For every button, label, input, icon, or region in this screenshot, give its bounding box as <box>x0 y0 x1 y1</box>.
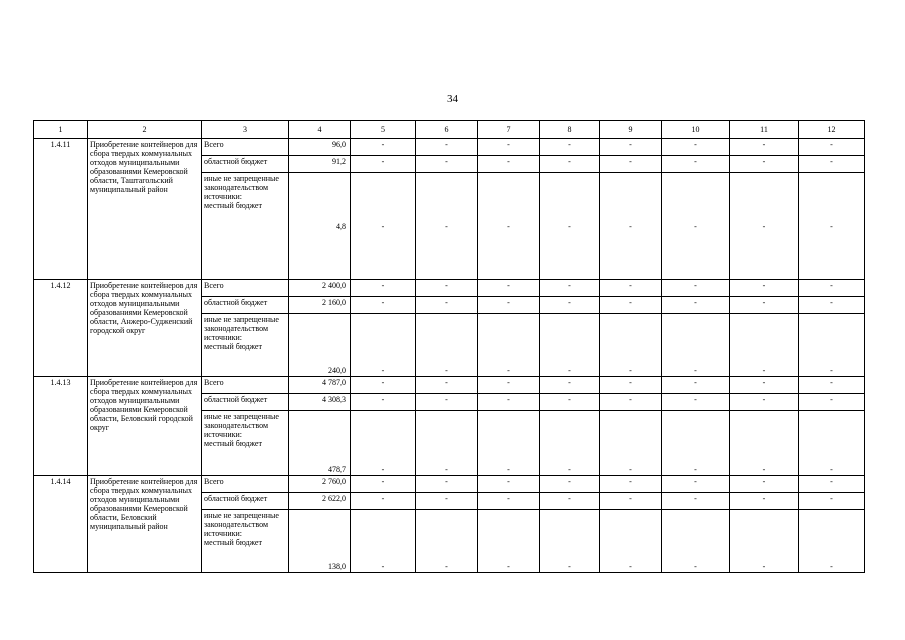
empty-value-cell: - <box>351 314 416 377</box>
empty-value-cell: - <box>600 156 662 173</box>
empty-value-cell: - <box>416 394 478 411</box>
empty-value-cell: - <box>730 297 799 314</box>
item-description: Приобретение контейнеров для сбора твердых коммунальных отходов муниципальными образованиями Кемеровской области, Беловский муниципальный район <box>88 476 202 573</box>
empty-value-cell: - <box>478 411 540 476</box>
other-sources-label: иные не запрещенные законодательством источники: <box>204 174 279 201</box>
empty-value-cell: - <box>662 156 730 173</box>
column-header: 6 <box>416 121 478 139</box>
other-sources-label: иные не запрещенные законодательством источники: <box>204 315 279 342</box>
empty-value-cell: - <box>730 493 799 510</box>
table-row <box>34 280 865 297</box>
source-label-regional: областной бюджет <box>202 394 289 411</box>
empty-value-cell: - <box>799 280 865 297</box>
empty-value-cell: - <box>662 510 730 573</box>
empty-value-cell: - <box>540 510 600 573</box>
value-total: 2 400,0 <box>289 280 351 297</box>
empty-value-cell: - <box>799 476 865 493</box>
table-row <box>34 377 865 394</box>
empty-value-cell: - <box>600 173 662 280</box>
empty-value-cell: - <box>799 139 865 156</box>
empty-value-cell: - <box>600 280 662 297</box>
value-local: 478,7 <box>289 411 351 476</box>
empty-value-cell: - <box>799 394 865 411</box>
table-row <box>34 139 865 156</box>
column-header: 12 <box>799 121 865 139</box>
empty-value-cell: - <box>540 173 600 280</box>
empty-value-cell: - <box>799 297 865 314</box>
empty-value-cell: - <box>351 173 416 280</box>
budget-table <box>33 120 865 573</box>
empty-value-cell: - <box>351 476 416 493</box>
empty-value-cell: - <box>540 280 600 297</box>
column-header: 11 <box>730 121 799 139</box>
source-label-total: Всего <box>202 280 289 297</box>
empty-value-cell: - <box>540 394 600 411</box>
column-header: 4 <box>289 121 351 139</box>
source-label-total: Всего <box>202 139 289 156</box>
column-header: 7 <box>478 121 540 139</box>
empty-value-cell: - <box>799 173 865 280</box>
empty-value-cell: - <box>600 476 662 493</box>
item-number: 1.4.11 <box>34 139 88 280</box>
empty-value-cell: - <box>600 394 662 411</box>
value-total: 4 787,0 <box>289 377 351 394</box>
empty-value-cell: - <box>730 394 799 411</box>
source-label-other <box>202 411 289 476</box>
empty-value-cell: - <box>662 411 730 476</box>
value-local: 4,8 <box>289 173 351 280</box>
empty-value-cell: - <box>540 493 600 510</box>
value-regional: 2 622,0 <box>289 493 351 510</box>
item-number: 1.4.13 <box>34 377 88 476</box>
empty-value-cell: - <box>351 297 416 314</box>
empty-value-cell: - <box>799 510 865 573</box>
value-regional: 91,2 <box>289 156 351 173</box>
empty-value-cell: - <box>416 411 478 476</box>
empty-value-cell: - <box>662 394 730 411</box>
empty-value-cell: - <box>600 510 662 573</box>
source-label-regional: областной бюджет <box>202 297 289 314</box>
page-number: 34 <box>447 93 458 105</box>
empty-value-cell: - <box>540 377 600 394</box>
empty-value-cell: - <box>351 139 416 156</box>
item-number: 1.4.12 <box>34 280 88 377</box>
empty-value-cell: - <box>600 314 662 377</box>
empty-value-cell: - <box>662 297 730 314</box>
source-label-total: Всего <box>202 476 289 493</box>
empty-value-cell: - <box>730 377 799 394</box>
empty-value-cell: - <box>478 394 540 411</box>
empty-value-cell: - <box>351 377 416 394</box>
local-budget-label: местный бюджет <box>204 439 262 448</box>
empty-value-cell: - <box>351 411 416 476</box>
value-total: 96,0 <box>289 139 351 156</box>
source-label-regional: областной бюджет <box>202 493 289 510</box>
value-regional: 2 160,0 <box>289 297 351 314</box>
column-header: 8 <box>540 121 600 139</box>
empty-value-cell: - <box>478 377 540 394</box>
source-label-other <box>202 173 289 280</box>
item-description: Приобретение контейнеров для сбора твердых коммунальных отходов муниципальными образованиями Кемеровской области, Анжеро-Судженский городской округ <box>88 280 202 377</box>
empty-value-cell: - <box>478 173 540 280</box>
empty-value-cell: - <box>416 280 478 297</box>
other-sources-label: иные не запрещенные законодательством источники: <box>204 511 279 538</box>
empty-value-cell: - <box>416 139 478 156</box>
column-header: 10 <box>662 121 730 139</box>
empty-value-cell: - <box>600 493 662 510</box>
empty-value-cell: - <box>416 314 478 377</box>
column-header: 1 <box>34 121 88 139</box>
empty-value-cell: - <box>600 377 662 394</box>
local-budget-label: местный бюджет <box>204 342 262 351</box>
empty-value-cell: - <box>799 411 865 476</box>
value-total: 2 760,0 <box>289 476 351 493</box>
empty-value-cell: - <box>416 377 478 394</box>
empty-value-cell: - <box>478 297 540 314</box>
empty-value-cell: - <box>351 394 416 411</box>
empty-value-cell: - <box>662 139 730 156</box>
empty-value-cell: - <box>662 314 730 377</box>
empty-value-cell: - <box>799 314 865 377</box>
table-row <box>34 476 865 493</box>
other-sources-label: иные не запрещенные законодательством источники: <box>204 412 279 439</box>
empty-value-cell: - <box>351 510 416 573</box>
empty-value-cell: - <box>478 280 540 297</box>
item-description: Приобретение контейнеров для сбора твердых коммунальных отходов муниципальными образованиями Кемеровской области, Таштагольский муниципальный район <box>88 139 202 280</box>
empty-value-cell: - <box>351 156 416 173</box>
value-local: 138,0 <box>289 510 351 573</box>
empty-value-cell: - <box>540 139 600 156</box>
empty-value-cell: - <box>351 280 416 297</box>
empty-value-cell: - <box>799 493 865 510</box>
empty-value-cell: - <box>416 156 478 173</box>
empty-value-cell: - <box>478 493 540 510</box>
local-budget-label: местный бюджет <box>204 538 262 547</box>
empty-value-cell: - <box>416 493 478 510</box>
source-label-other <box>202 314 289 377</box>
empty-value-cell: - <box>540 314 600 377</box>
empty-value-cell: - <box>730 139 799 156</box>
item-number: 1.4.14 <box>34 476 88 573</box>
empty-value-cell: - <box>478 510 540 573</box>
empty-value-cell: - <box>416 297 478 314</box>
empty-value-cell: - <box>600 411 662 476</box>
empty-value-cell: - <box>662 280 730 297</box>
empty-value-cell: - <box>351 493 416 510</box>
local-budget-label: местный бюджет <box>204 201 262 210</box>
column-header: 2 <box>88 121 202 139</box>
empty-value-cell: - <box>730 173 799 280</box>
column-header: 9 <box>600 121 662 139</box>
empty-value-cell: - <box>730 280 799 297</box>
empty-value-cell: - <box>730 314 799 377</box>
empty-value-cell: - <box>416 510 478 573</box>
empty-value-cell: - <box>478 476 540 493</box>
empty-value-cell: - <box>730 476 799 493</box>
empty-value-cell: - <box>730 411 799 476</box>
empty-value-cell: - <box>478 139 540 156</box>
value-local: 240,0 <box>289 314 351 377</box>
empty-value-cell: - <box>416 476 478 493</box>
source-label-total: Всего <box>202 377 289 394</box>
column-header: 5 <box>351 121 416 139</box>
empty-value-cell: - <box>730 156 799 173</box>
empty-value-cell: - <box>540 411 600 476</box>
empty-value-cell: - <box>600 139 662 156</box>
header-row <box>34 121 865 139</box>
empty-value-cell: - <box>540 297 600 314</box>
empty-value-cell: - <box>540 476 600 493</box>
empty-value-cell: - <box>540 156 600 173</box>
empty-value-cell: - <box>730 510 799 573</box>
empty-value-cell: - <box>662 377 730 394</box>
source-label-other <box>202 510 289 573</box>
empty-value-cell: - <box>799 377 865 394</box>
empty-value-cell: - <box>600 297 662 314</box>
item-description: Приобретение контейнеров для сбора твердых коммунальных отходов муниципальными образованиями Кемеровской области, Беловский городской округ <box>88 377 202 476</box>
empty-value-cell: - <box>799 156 865 173</box>
empty-value-cell: - <box>662 173 730 280</box>
empty-value-cell: - <box>478 314 540 377</box>
empty-value-cell: - <box>416 173 478 280</box>
value-regional: 4 308,3 <box>289 394 351 411</box>
column-header: 3 <box>202 121 289 139</box>
empty-value-cell: - <box>478 156 540 173</box>
empty-value-cell: - <box>662 493 730 510</box>
empty-value-cell: - <box>662 476 730 493</box>
source-label-regional: областной бюджет <box>202 156 289 173</box>
